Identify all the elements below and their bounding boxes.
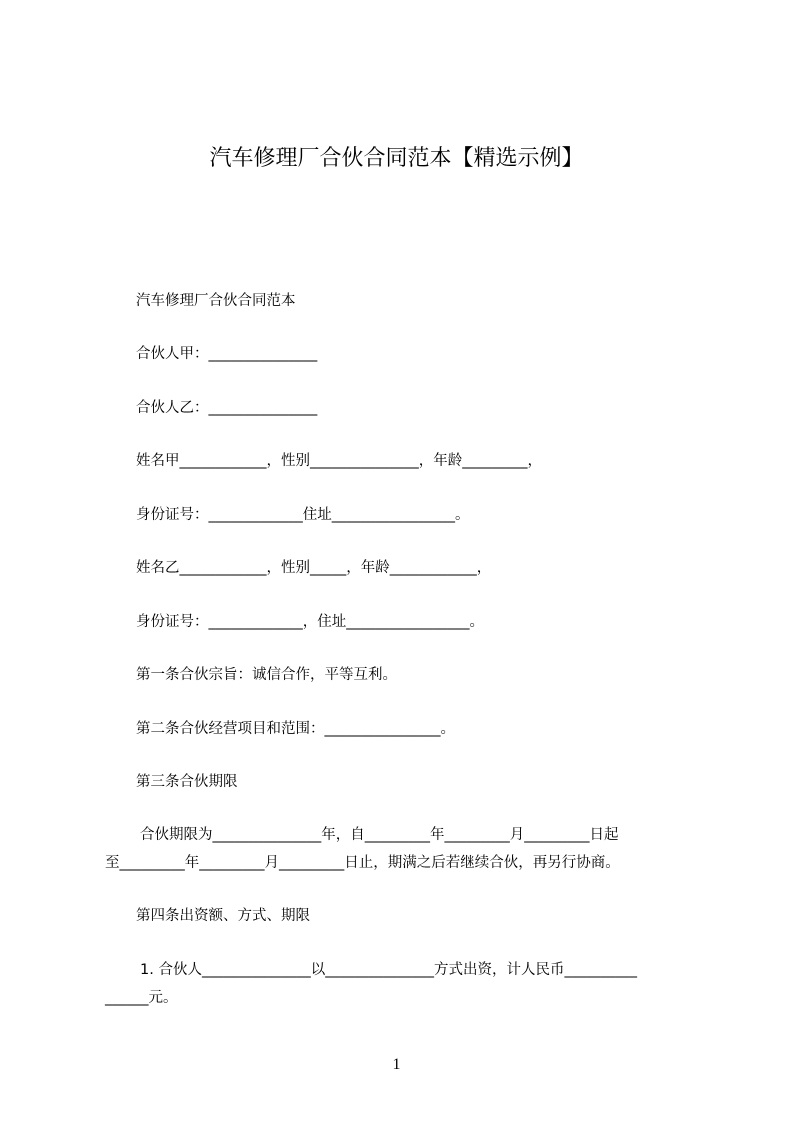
article-1: 第一条合伙宗旨：诚信合作，平等互利。: [136, 667, 397, 683]
page-number: 1: [392, 1056, 401, 1073]
article-2: 第二条合伙经营项目和范围：________________。: [136, 721, 455, 737]
contribution-line-2: ______元。: [105, 990, 178, 1006]
term-line-1: 合伙期限为_______________年，自_________年_________月_________日起: [140, 827, 619, 843]
document-title: 汽车修理厂合伙合同范本【精选示例】: [209, 146, 584, 171]
partner-b-line: 合伙人乙：_______________: [136, 400, 318, 416]
contract-heading: 汽车修理厂合伙合同范本: [136, 293, 296, 309]
name-b-line: 姓名乙____________，性别_____，年龄____________，: [136, 560, 492, 576]
contribution-line-1: 1. 合伙人_______________以_______________方式出资，计人民币__________: [140, 962, 637, 978]
article-3-heading: 第三条合伙期限: [136, 774, 238, 790]
term-line-2: 至_________年_________月_________日止，期满之后若继续合伙，再另行协商。: [105, 855, 620, 871]
article-4-heading: 第四条出资额、方式、期限: [136, 908, 310, 924]
name-a-line: 姓名甲____________，性别_______________，年龄_________，: [136, 453, 542, 469]
id-a-line: 身份证号：_____________住址_________________。: [136, 507, 470, 523]
id-b-line: 身份证号：_____________，住址_________________。: [136, 614, 484, 630]
partner-a-line: 合伙人甲：_______________: [136, 346, 318, 362]
